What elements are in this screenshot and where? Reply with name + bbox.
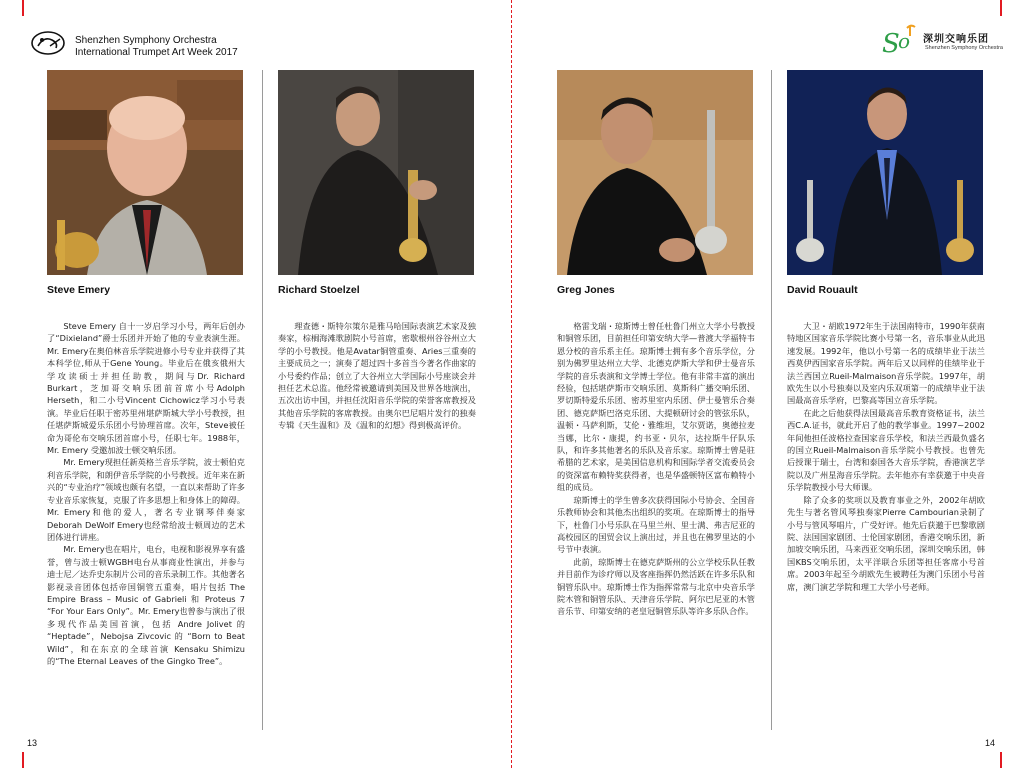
- bio-paragraph: 格雷戈瑞・琼斯博士曾任杜鲁门州立大学小号教授和铜管乐团，目前担任印第安纳大学—普渡大学福特韦恩分校的音乐系主任。琼斯博士拥有多个音乐学位，分别为佛罗里达州立大学、北德克萨斯大学和伊士曼音乐学院的音乐表演和文学博士学位。他有非常丰富的演出经验，包括堪萨斯市交响乐团、莫斯科广播交响乐团、罗切斯特爱乐乐团、密苏里室内乐团、伊士曼管乐合奏团、德克萨斯巴洛克乐团、大提顿研讨会的管弦乐队，温顿・马萨利斯，艾伦・雅维坦，艾尔贾诺，奥德拉麦当娜，比尔・康提，约书亚・贝尔，达拉斯牛仔队乐队，和许多其他著名的乐队及音乐家。琼斯博士曾是驻希腊的艺术家，是美国信息机构和国际学者交流委员会的资深富布赖特奖获得者，也是华盛顿特区富布赖特小组的成员。: [557, 321, 755, 493]
- bio-paragraph: Mr. Emery也在唱片，电台，电视和影视界享有盛誉，曾与波士顿WGBH电台从事商业性演出，并参与迪士尼／达乔史东制片公司的音乐录制工作。其他著名影视录音团体包括帝国铜管五重奏，唱片包括 The Empire Brass – Music of Gabrieli 和 Proteus 7 “For Your Ears Only”。Mr. Emery也曾参与演出了很多现代作品美国首演，包括 Andre Jolivet 的 “Heptade”，Nebojsa Zivcovic 的 “Born to Beat Wild”，和在东京的全球首演 Kensaku Shimizu 的“The Eternal Leaves of the Gingko Tree”。: [47, 544, 245, 666]
- bio-paragraph: Steve Emery 自十一岁启学习小号，两年后创办了“Dixieland”爵士乐团并开始了他的专业表演生涯。Mr. Emery在奥伯林音乐学院进修小号专业并获得了其本科学位,师从于Gene Young。毕业后在俄亥俄州大学攻读硕士并担任助教，期间与Dr. Richard Burkart，芝加哥交响乐团前首席小号Adolph Herseth，和二小号Vincent Cichowicz学习小号表演。毕业后任职于密苏里州堪萨斯城大学小号教授，担任堪萨斯城爱乐乐团小号协理首席。次年，Steve被任命为哥伦布交响乐团首席小号，任职七年。1988年，Mr. Emery 受邀加波士顿交响乐团。: [47, 321, 245, 456]
- logo-cn-text: 深圳交响乐团: [923, 34, 989, 45]
- column-divider: [262, 70, 263, 730]
- spine-fold-line: [511, 0, 512, 768]
- trumpet-week-logo-icon: [30, 30, 66, 56]
- bio-david-rouault: [787, 320, 985, 593]
- photo-steve-emery: [47, 70, 243, 275]
- crop-mark-bottom-right: [1000, 752, 1002, 768]
- bio-paragraph: 除了众多的奖项以及教育事业之外，2002年胡欧先生与著名管风琴独奏家Pierre Cambourian录制了小号与管风琴唱片，广受好评。他先后获邀于巴黎歌剧院、法国国家剧团、士伦国家剧团，香港交响乐团，新加坡交响乐团，马来西亚交响乐团，深圳交响乐团，韩国KBS交响乐团，太平洋联合乐团等担任客席小号首席。2003年起至今胡欧先生被聘任为澳门乐团小号首席，澳门演艺学院和理工大学小号老师。: [787, 494, 985, 592]
- bio-paragraph: 此前，琼斯博士在德克萨斯州的公立学校乐队任教并目前作为诊疗师以及客座指挥仍然活跃在许多乐队和铜管乐队中。琼斯博士作为指挥常常与北京中央音乐学院木管和铜管乐队、天津音乐学院、阿尔巴尼亚的木管音乐节、印第安纳的老皇冠铜管乐队等许多乐队合作。: [557, 556, 755, 617]
- svg-text:S: S: [882, 29, 900, 58]
- photo-david-rouault: [787, 70, 983, 275]
- page-number-right: 14: [985, 738, 996, 748]
- shenzhen-symphony-logo-icon: [880, 22, 920, 58]
- artist-name: Greg Jones: [557, 284, 615, 296]
- bio-steve-emery: [47, 320, 245, 667]
- crop-mark-bottom-left: [22, 752, 24, 768]
- bio-paragraph: 琼斯博士的学生曾多次获得国际小号协会、全国音乐教师协会和其他杰出组织的奖项。在琼斯博士的指导下，杜鲁门小号乐队在马里兰州、里士满、弗吉尼亚的高校园区的国贸会议上演出过，并且也在佛罗里达的小号节中表演。: [557, 494, 755, 555]
- bio-richard-stoelzel: [278, 320, 476, 432]
- artist-name: David Rouault: [787, 284, 858, 296]
- artist-name: Richard Stoelzel: [278, 284, 360, 296]
- photo-richard-stoelzel: [278, 70, 474, 275]
- event-name: International Trumpet Art Week 2017: [75, 47, 238, 58]
- svg-text:o: o: [898, 29, 911, 53]
- bio-paragraph: 理查德・斯特尔策尔是雅马哈国际表演艺术家及独奏家，棕榈海滩歌剧院小号首席，密歇根州谷谷州立大学的小号教授。他是Avatar铜管重奏、Aries三重奏的主要成员之一；演奏了超过四十多首当今著名作曲家的小号委约作品；创立了大谷州立大学国际小号座谈会并担任艺术总监。他经常被邀请到美国及世界各地演出，五次出访中国，并担任沈阳音乐学院的荣誉客席教授及其他音乐学院的客席教授。由奥尔巴尼唱片发行的独奏专辑《天生温和》及《温和的幻想》得到极高评价。: [278, 321, 476, 431]
- bio-paragraph: Mr. Emery现担任新英格兰音乐学院，波士顿伯克利音乐学院，和朗伊音乐学院的小号教授。近年来在新兴的“专业治疗”领域也颇有名望，一直以来帮助了许多专业音乐家恢复，克服了许多思想上和身体上的障碍。Mr. Emery和他的爱人，著名专业钢琴伴奏家Deborah DeWolf Emery也经常给波士顿周边的艺术团体进行讲座。: [47, 457, 245, 542]
- bio-greg-jones: [557, 320, 755, 618]
- artist-name: Steve Emery: [47, 284, 111, 296]
- logo-en-text: Shenzhen Symphony Orchestra: [925, 45, 1003, 51]
- orchestra-name: Shenzhen Symphony Orchestra: [75, 35, 217, 46]
- bio-paragraph: 大卫・胡欧1972年生于法国南特市，1990年获南特地区国家音乐学院比赛小号第一名，音乐事业从此迅速发展。1992年，他以小号第一名的成绩毕业于法兰西莫伊西国家音乐学院。两年后又以同样的佳绩毕业于法兰西国立Rueil-Malmaison音乐学院。1997年，胡欧先生以小号独奏以及室内乐双项第一的成绩毕业于法国最高音乐学府，巴黎高等国立音乐学院。: [787, 321, 985, 406]
- photo-greg-jones: [557, 70, 753, 275]
- column-divider: [771, 70, 772, 730]
- page-number-left: 13: [27, 738, 38, 748]
- bio-paragraph: 在此之后他获得法国最高音乐教育资格证书，法兰西C.A.证书，就此开启了他的教学事业。1997~2002年间他担任波格拉查国家音乐学校，和法兰西最负盛名的国立Rueil-Malmaison音乐学院小号教授。也曾先后授课于瑞士，台湾和泰国各大音乐学院，香港演艺学院以及广州星海音乐学院。去年他亦有幸获邀于中央音乐学院教授小号大师课。: [787, 407, 985, 493]
- crop-mark-top-right: [1000, 0, 1002, 16]
- crop-mark-top-left: [22, 0, 24, 16]
